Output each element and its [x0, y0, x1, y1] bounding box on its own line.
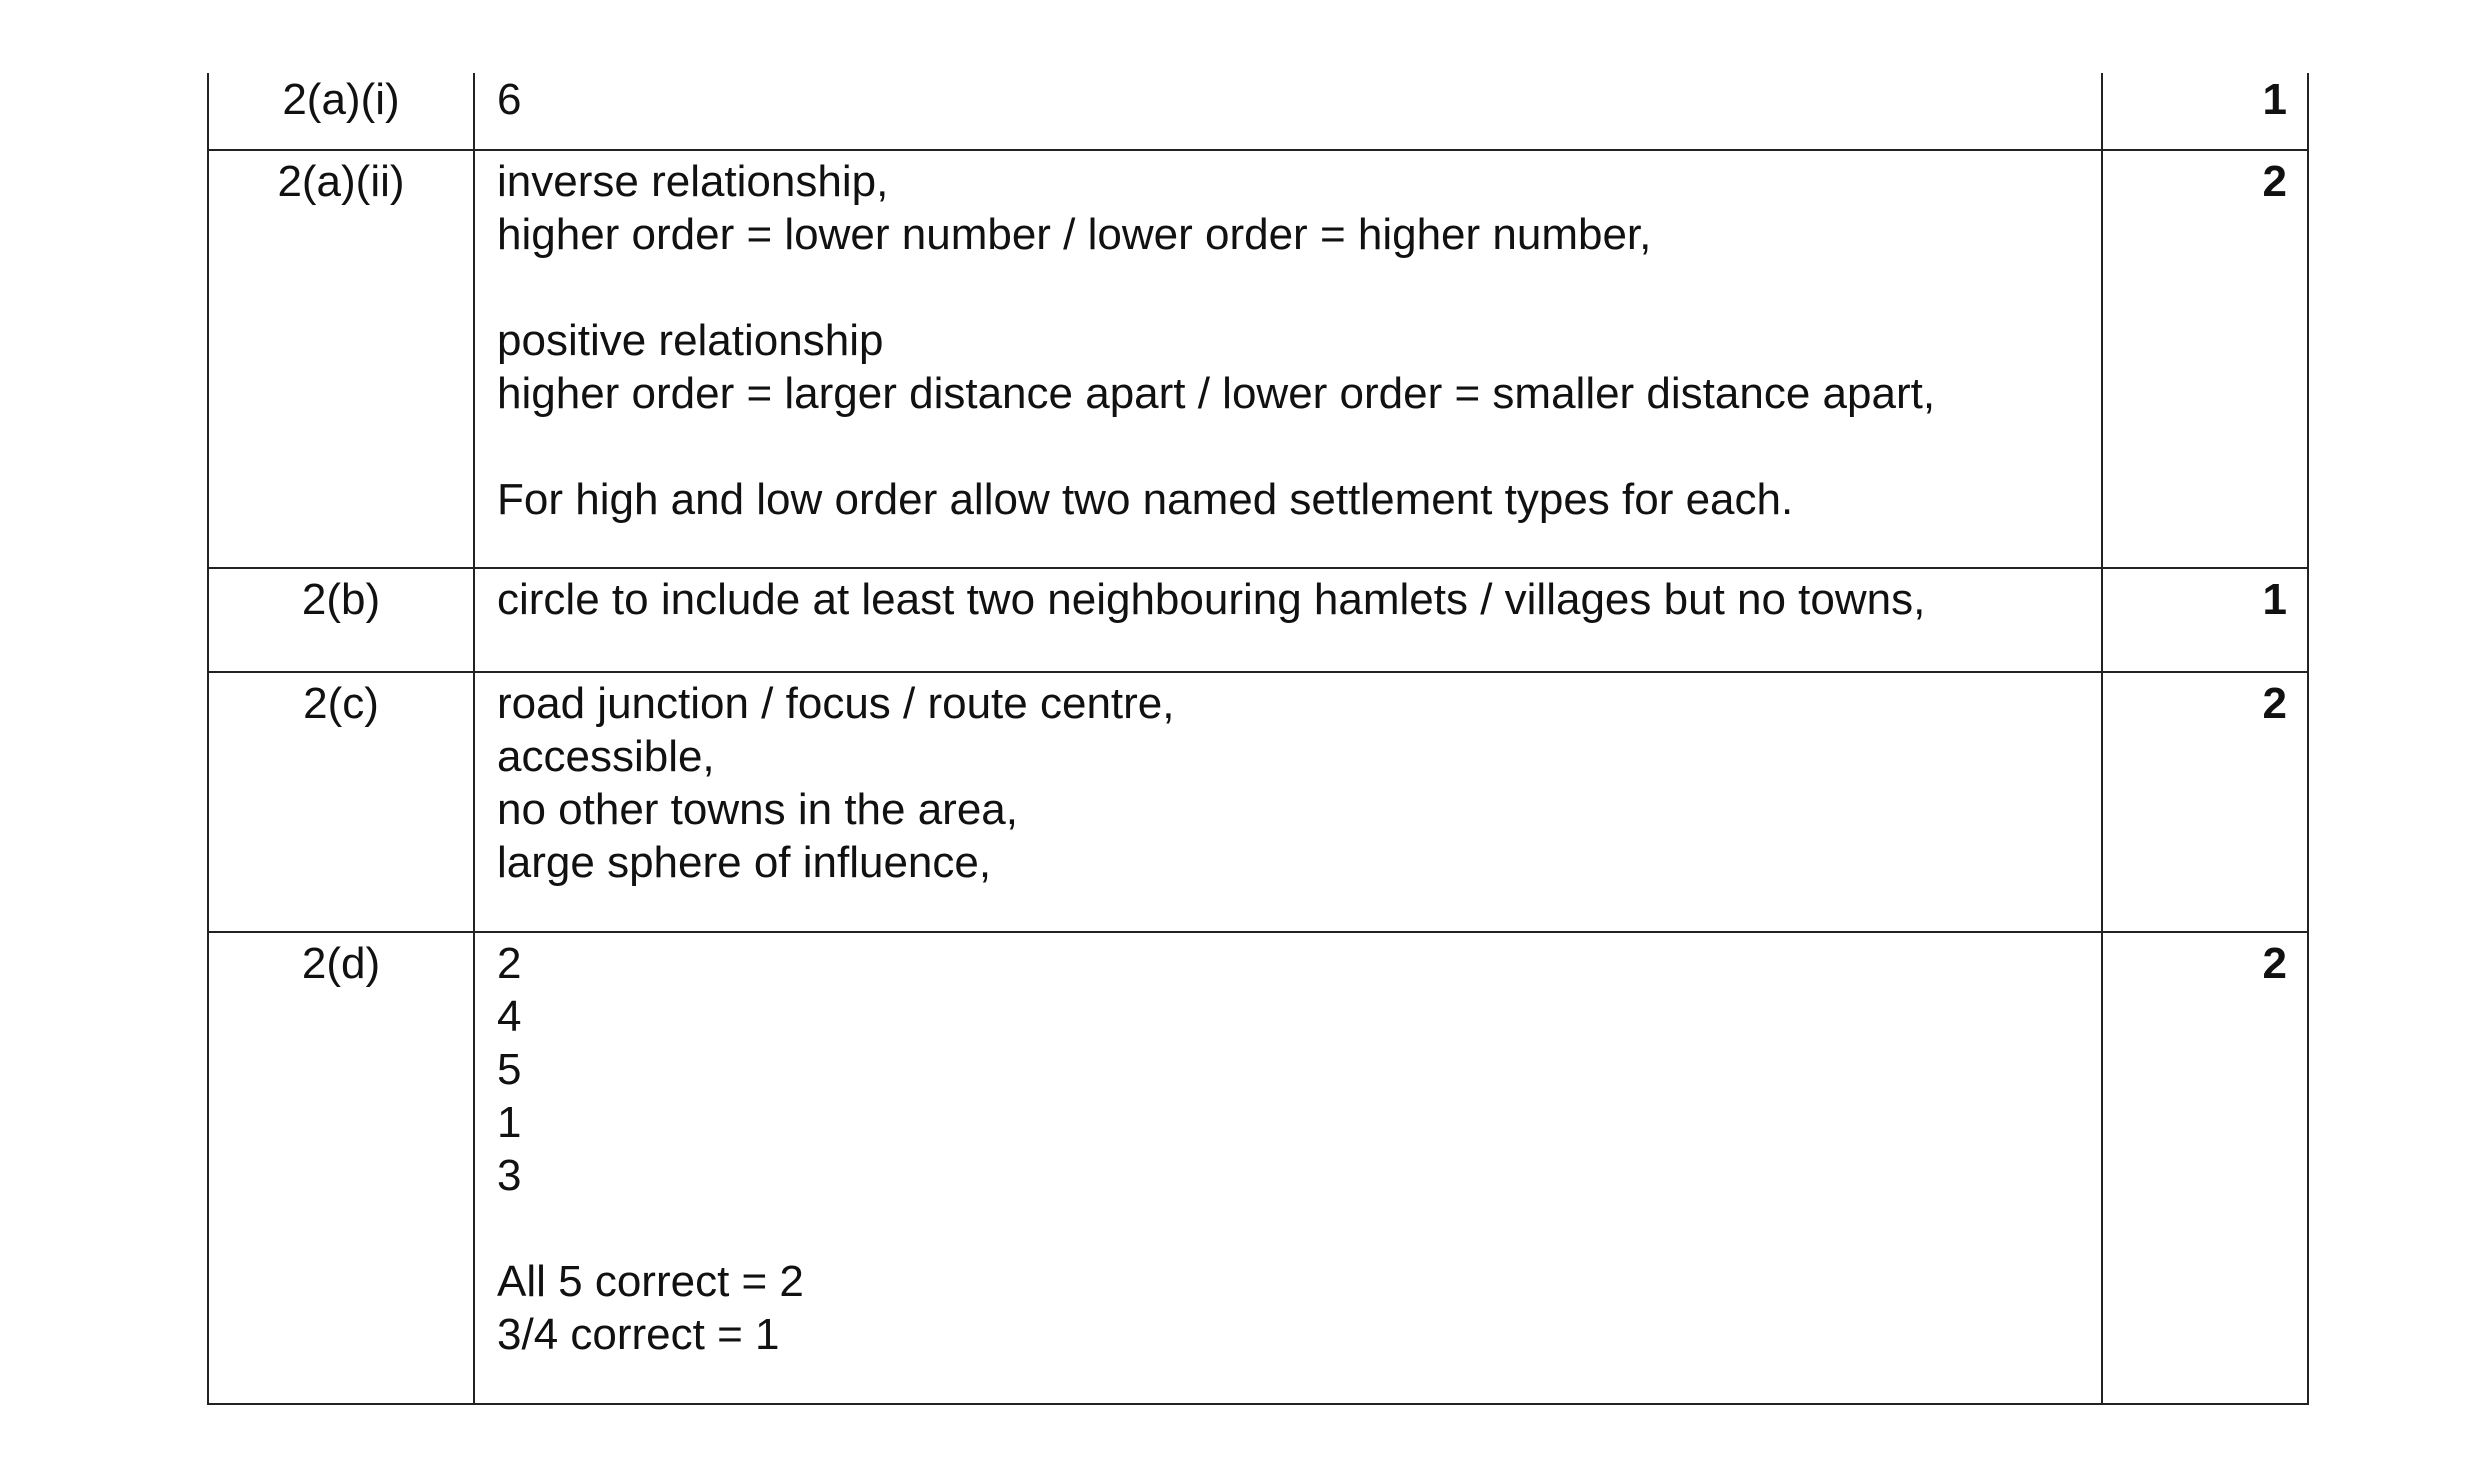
marks-cell — [2102, 568, 2308, 672]
answer-cell — [474, 672, 2102, 932]
table-row — [208, 672, 2308, 932]
answer-note: All 5 correct = 2 — [497, 1257, 804, 1306]
marks-cell — [2102, 672, 2308, 932]
marks-value: 2 — [2262, 939, 2287, 988]
marks-value: 2 — [2262, 157, 2287, 206]
answer-line: accessible, — [497, 732, 715, 781]
question-number: 2(a)(ii) — [277, 157, 405, 206]
answer-line: 5 — [497, 1045, 522, 1094]
answer-line: higher order = lower number / lower order = higher number, — [497, 210, 1652, 259]
answer-line: circle to include at least two neighbouring hamlets / villages but no towns, — [497, 575, 1926, 624]
question-number: 2(b) — [301, 575, 381, 624]
answer-line: 6 — [497, 75, 522, 124]
marks-value: 2 — [2262, 679, 2287, 728]
question-cell — [208, 672, 474, 932]
question-cell — [208, 73, 474, 150]
answer-note: For high and low order allow two named settlement types for each. — [497, 475, 1794, 524]
answer-cell — [474, 73, 2102, 150]
answer-line: higher order = larger distance apart / lower order = smaller distance apart, — [497, 369, 1936, 418]
answer-cell — [474, 932, 2102, 1404]
table-row — [208, 150, 2308, 568]
question-cell — [208, 150, 474, 568]
marks-cell — [2102, 932, 2308, 1404]
answer-line: large sphere of influence, — [497, 838, 992, 887]
answer-cell — [474, 150, 2102, 568]
marks-cell — [2102, 73, 2308, 150]
question-number: 2(c) — [303, 679, 379, 728]
question-number: 2(d) — [301, 939, 381, 988]
answer-note: 3/4 correct = 1 — [497, 1310, 780, 1359]
answer-line: 4 — [497, 992, 522, 1041]
answer-cell — [474, 568, 2102, 672]
table-row — [208, 73, 2308, 150]
question-cell — [208, 932, 474, 1404]
answer-line: 3 — [497, 1151, 522, 1200]
table-row — [208, 932, 2308, 1404]
answer-line: road junction / focus / route centre, — [497, 679, 1175, 728]
answer-line: 1 — [497, 1098, 522, 1147]
marks-value: 1 — [2262, 575, 2287, 624]
table-row — [208, 568, 2308, 672]
answer-line: positive relationship — [497, 316, 884, 365]
marks-value: 1 — [2262, 75, 2287, 124]
answer-line: no other towns in the area, — [497, 785, 1018, 834]
question-number: 2(a)(i) — [282, 75, 400, 124]
answer-line: inverse relationship, — [497, 157, 889, 206]
question-cell — [208, 568, 474, 672]
answer-line: 2 — [497, 939, 522, 988]
mark-scheme-table — [207, 73, 2309, 1405]
marks-cell — [2102, 150, 2308, 568]
